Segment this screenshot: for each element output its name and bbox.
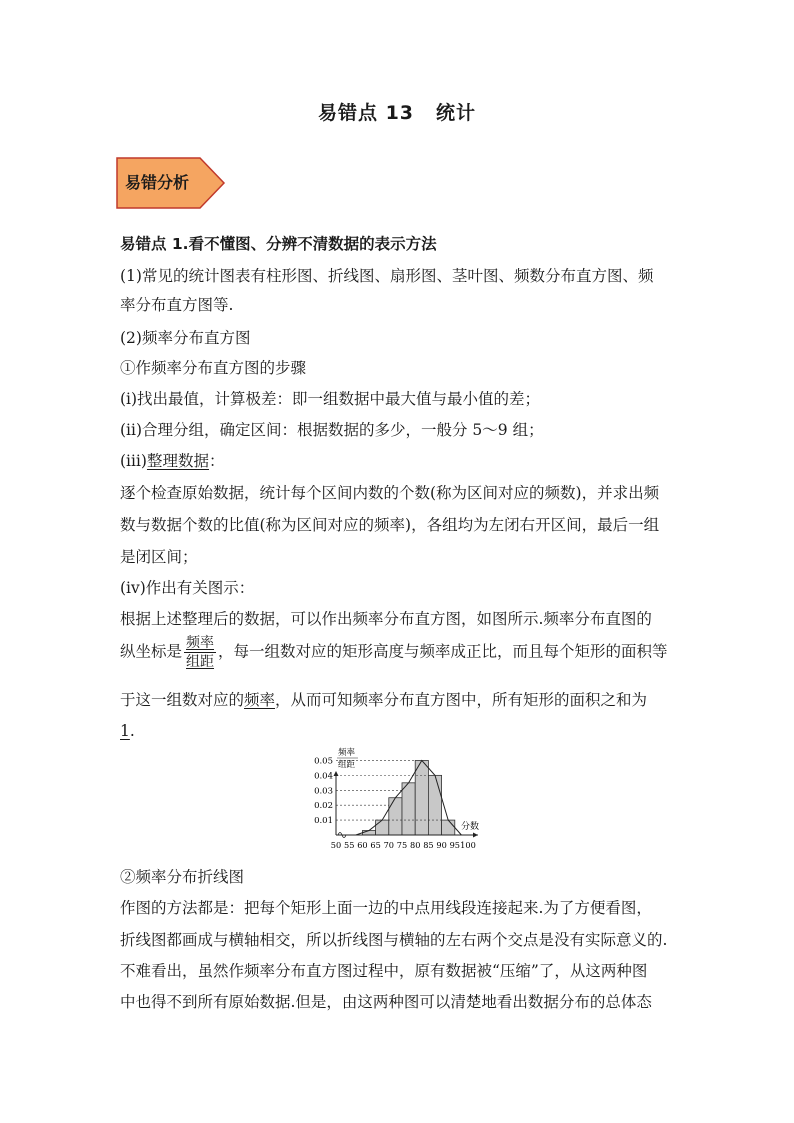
x-axis-arrow: [473, 833, 478, 838]
badge-label: 易错分析: [125, 173, 190, 192]
paragraph-line: (ⅱ)合理分组，确定区间：根据数据的多少，一般分 5～9 组；: [120, 421, 544, 439]
paragraph-line: 逐个检查原始数据，统计每个区间内数的个数(称为区间对应的频数)，并求出频: [120, 484, 660, 502]
paragraph-line: (ⅳ)作出有关图示：: [120, 579, 255, 597]
paragraph-line: 中也得不到所有原始数据.但是，由这两种图可以清楚地看出数据分布的总体态: [120, 993, 652, 1011]
fraction-denominator: 组距: [186, 654, 215, 670]
histogram-bar: [402, 783, 415, 835]
paragraph-line: (2)频率分布直方图: [120, 329, 251, 347]
y-tick-label: 0.01: [314, 816, 333, 827]
x-tick-label: 85: [423, 840, 434, 850]
y-tick-label: 0.02: [314, 801, 333, 812]
y-axis-arrow: [334, 771, 339, 776]
x-tick-label: 80: [409, 840, 421, 850]
y-tick-label: 0.05: [314, 756, 333, 767]
y-label-numerator: 频率: [338, 748, 356, 758]
paragraph-line: 根据上述整理后的数据，可以作出频率分布直方图，如图所示.频率分布直图的: [120, 610, 652, 628]
x-tick-label: 95: [449, 840, 461, 850]
x-tick-label: 75: [396, 840, 408, 850]
paragraph-line: [120, 450, 225, 472]
histogram-bar: [362, 831, 375, 835]
text-span: .: [129, 722, 135, 740]
x-axis-label: 分数: [460, 822, 480, 832]
section-heading: 易错点 1.看不懂图、分辨不清数据的表示方法: [120, 235, 437, 253]
x-tick-label: 50: [330, 840, 342, 850]
paragraph-line: 作图的方法都是：把每个矩形上面一边的中点用线段连接起来.为了方便看图，: [120, 899, 652, 917]
paragraph-line: [120, 720, 135, 742]
x-tick-label: 65: [370, 840, 381, 850]
paragraph-line: [120, 689, 647, 711]
histogram-bar: [389, 798, 402, 835]
fraction-numerator: 频率: [186, 635, 215, 651]
text-span: ，每一组数对应的矩形高度与频率成正比，而且每个矩形的面积等: [218, 642, 668, 661]
text-span: (ⅲ): [120, 452, 147, 470]
x-tick-label: 100: [460, 840, 476, 850]
x-tick-label: 90: [436, 840, 447, 850]
page-title: [0, 98, 794, 125]
y-tick-label: 0.03: [314, 786, 333, 797]
x-tick-label: 60: [357, 840, 368, 850]
underlined-text: 频率: [244, 691, 276, 709]
paragraph-line: ②频率分布折线图: [120, 868, 245, 886]
underlined-text: 1: [120, 722, 130, 740]
paragraph-line: 数与数据个数的比值(称为区间对应的频率)，各组均为左闭右开区间，最后一组: [120, 516, 660, 534]
paragraph-line: [120, 634, 668, 671]
paragraph-line: 率分布直方图等.: [120, 296, 234, 314]
histogram-bar: [428, 775, 441, 835]
fraction: [184, 634, 216, 671]
x-tick-label: 55: [343, 840, 355, 850]
frequency-histogram: [298, 743, 498, 858]
underlined-text: 整理数据: [146, 452, 209, 470]
text-span: ：: [208, 452, 225, 470]
text-span: ，从而可知频率分布直方图中，所有矩形的面积之和为: [275, 691, 648, 709]
histogram-bar: [415, 760, 428, 835]
title-main: 易错点 13: [317, 102, 415, 124]
y-tick-label: 0.04: [314, 771, 333, 782]
text-span: 于这一组数对应的: [120, 691, 245, 709]
paragraph-line: 不难看出，虽然作频率分布直方图过程中，原有数据被“压缩”了，从这两种图: [120, 962, 648, 980]
paragraph-line: (ⅰ)找出最值，计算极差：即一组数据中最大值与最小值的差；: [120, 390, 541, 408]
histogram-bar: [376, 820, 389, 835]
title-sub: 统计: [436, 102, 477, 124]
paragraph-line: ①作频率分布直方图的步骤: [120, 359, 307, 377]
x-tick-label: 70: [383, 840, 395, 850]
y-label-denominator: 组距: [338, 760, 356, 770]
text-span: 纵坐标是: [120, 642, 183, 661]
paragraph-line: 是闭区间；: [120, 548, 198, 566]
paragraph-line: (1)常见的统计图表有柱形图、折线图、扇形图、茎叶图、频数分布直方图、频: [120, 267, 654, 285]
paragraph-line: 折线图都画成与横轴相交，所以折线图与横轴的左右两个交点是没有实际意义的.: [120, 931, 668, 949]
histogram-bar: [442, 820, 455, 835]
